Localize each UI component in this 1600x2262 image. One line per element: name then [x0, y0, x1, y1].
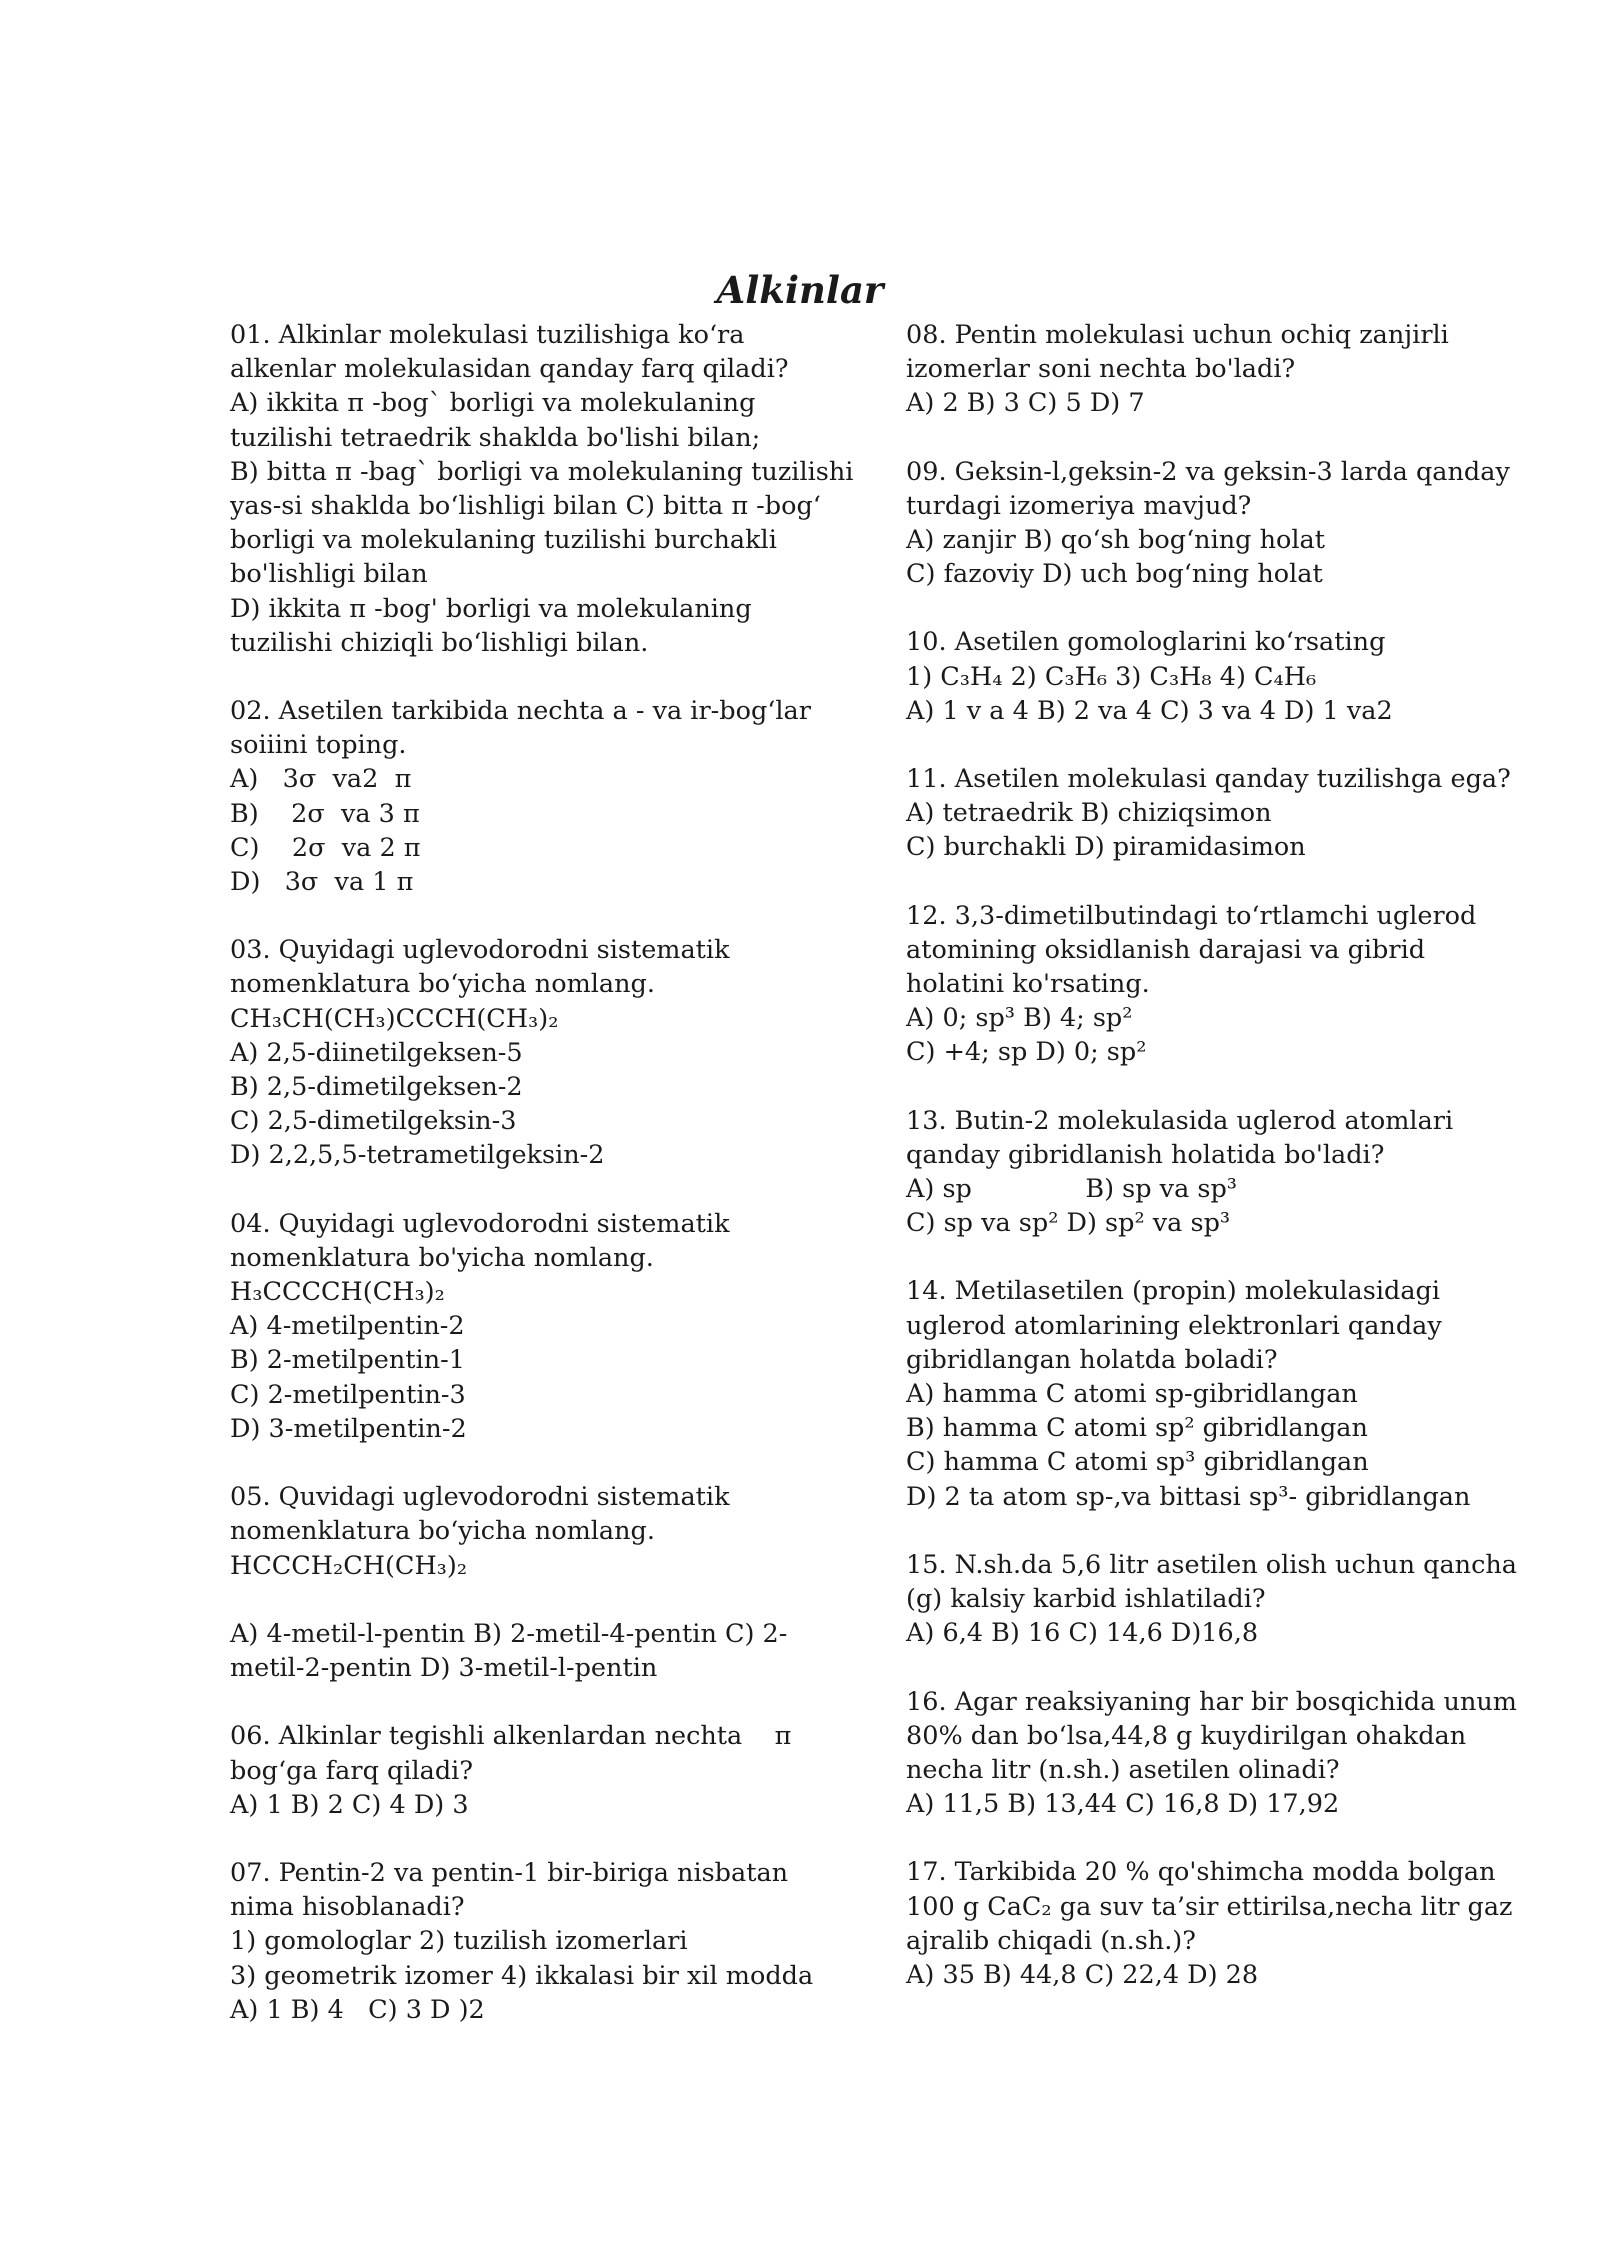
question-block — [230, 694, 930, 899]
question-line: H₃CCCCH(CH₃)₂ — [230, 1277, 445, 1308]
question-line: soiiini toping. — [230, 730, 407, 761]
question-line: gibridlangan holatda boladi? — [906, 1344, 1278, 1375]
question-block — [906, 625, 1496, 728]
question-line: C) 2,5-dimetilgeksin-3 — [230, 1106, 517, 1137]
question-text: 07. Pentin-2 va pentin-1 bir-biriga nisbatan — [230, 1857, 789, 1888]
question-line: A) ikkita π -bog` borligi va molekulaning — [230, 388, 756, 419]
question-text: 03. Quyidagi uglevodorodni sistematik — [230, 935, 730, 966]
question-line: D) 3σ va 1 π — [230, 867, 414, 898]
question-line: ajralib chiqadi (n.sh.)? — [906, 1925, 1196, 1956]
question-text: 17. Tarkibida 20 % qo'shimcha modda bolgan — [906, 1857, 1496, 1888]
question-block — [906, 1855, 1513, 1992]
question-text: 13. Butin-2 molekulasida uglerod atomlari — [906, 1105, 1454, 1136]
question-block — [230, 1856, 930, 2027]
question-line: A) sp B) sp va sp³ — [906, 1174, 1238, 1205]
question-line: A) hamma C atomi sp-gibridlangan — [906, 1379, 1358, 1410]
question-line: A) 1 B) 2 C) 4 D) 3 — [230, 1789, 469, 1820]
question-line: B) bitta π -bag` borligi va molekulaning tuzilishi — [230, 456, 854, 487]
question-line: alkenlar molekulasidan qanday farq qiladi? — [230, 354, 789, 385]
question-line: D) ikkita π -bog' borligi va molekulaning — [230, 593, 752, 624]
question-line: 80% dan bo‘lsa,44,8 g kuydirilgan ohakdan — [906, 1720, 1467, 1751]
question-line: A) 4-metilpentin-2 — [230, 1311, 465, 1342]
question-block — [906, 318, 1496, 421]
question-block — [230, 933, 930, 1172]
question-line: holatini ko'rsating. — [906, 969, 1150, 1000]
question-block — [230, 1207, 930, 1446]
question-line: A) 6,4 B) 16 C) 14,6 D)16,8 — [906, 1618, 1259, 1649]
question-block — [906, 1274, 1496, 1513]
question-text: 06. Alkinlar tegishli alkenlardan nechta π — [230, 1721, 792, 1752]
question-line: A) zanjir B) qo‘sh bog‘ning holat — [906, 525, 1325, 556]
question-line: A) 1 v a 4 B) 2 va 4 C) 3 va 4 D) 1 va2 — [906, 695, 1393, 726]
question-block — [906, 762, 1511, 865]
question-line: A) 11,5 B) 13,44 C) 16,8 D) 17,92 — [906, 1789, 1340, 1820]
question-line: metil-2-pentin D) 3-metil-l-pentin — [230, 1653, 658, 1684]
question-block — [906, 899, 1496, 1070]
question-line: nima hisoblanadi? — [230, 1892, 465, 1923]
question-line: B) 2σ va 3 π — [230, 798, 420, 829]
right-column — [906, 318, 1517, 2026]
question-line: B) 2,5-dimetilgeksen-2 — [230, 1072, 523, 1103]
question-line: C) fazoviy D) uch bog‘ning holat — [906, 559, 1323, 590]
question-block — [906, 1104, 1496, 1241]
page-title: Alkinlar — [716, 268, 884, 312]
question-line: turdagi izomeriya mavjud? — [906, 490, 1252, 521]
question-block — [906, 1548, 1517, 1651]
question-text: 04. Quyidagi uglevodorodni sistematik — [230, 1208, 730, 1239]
question-block — [230, 1480, 930, 1685]
question-line: nomenklatura bo‘yicha nomlang. — [230, 969, 655, 1000]
question-line: C) burchakli D) piramidasimon — [906, 832, 1306, 863]
question-line: bo'lishligi bilan — [230, 559, 428, 590]
question-text: 14. Metilasetilen (propin) molekulasidagi — [906, 1276, 1441, 1307]
question-block — [230, 318, 930, 660]
question-line: uglerod atomlarining elektronlari qanday — [906, 1310, 1442, 1341]
question-block — [906, 455, 1510, 592]
left-column — [230, 318, 930, 2061]
question-line: atomining oksidlanish darajasi va gibrid — [906, 934, 1426, 965]
question-line: A) 0; sp³ B) 4; sp² — [906, 1003, 1133, 1034]
question-text: 09. Geksin-l,geksin-2 va geksin-3 larda qanday — [906, 456, 1510, 487]
question-line: tuzilishi tetraedrik shaklda bo'lishi bilan; — [230, 422, 761, 453]
question-line: A) 2,5-diinetilgeksen-5 — [230, 1037, 523, 1068]
question-line: A) 1 B) 4 C) 3 D )2 — [230, 1994, 485, 2025]
question-text: 02. Asetilen tarkibida nechta a - va ir-bog‘lar — [230, 696, 811, 727]
question-line: A) 2 B) 3 C) 5 D) 7 — [906, 388, 1145, 419]
question-line: nomenklatura bo'yicha nomlang. — [230, 1242, 654, 1273]
question-line: C) hamma C atomi sp³ gibridlangan — [906, 1447, 1369, 1478]
question-text: 15. N.sh.da 5,6 litr asetilen olish uchun qancha — [906, 1549, 1517, 1580]
question-line: B) hamma C atomi sp² gibridlangan — [906, 1413, 1368, 1444]
question-text: 05. Quvidagi uglevodorodni sistematik — [230, 1482, 730, 1513]
question-text: 11. Asetilen molekulasi qanday tuzilishga ega? — [906, 764, 1511, 795]
question-line: necha litr (n.sh.) asetilen olinadi? — [906, 1754, 1340, 1785]
question-line: B) 2-metilpentin-1 — [230, 1345, 465, 1376]
question-line: A) tetraedrik B) chiziqsimon — [906, 798, 1272, 829]
question-line: D) 3-metilpentin-2 — [230, 1413, 467, 1444]
question-line: yas-si shaklda bo‘lishligi bilan C) bitta π -bog‘ — [230, 491, 821, 522]
question-line: D) 2 ta atom sp-,va bittasi sp³- gibridlangan — [906, 1481, 1471, 1512]
question-line: C) 2σ va 2 π — [230, 832, 421, 863]
question-line: tuzilishi chiziqli bo‘lishligi bilan. — [230, 627, 649, 658]
question-text: 01. Alkinlar molekulasi tuzilishiga ko‘ra — [230, 320, 745, 350]
question-line: bog‘ga farq qiladi? — [230, 1755, 473, 1786]
question-block — [230, 1719, 930, 1822]
question-line: A) 4-metil-l-pentin B) 2-metil-4-pentin C) 2- — [230, 1618, 788, 1649]
question-line: 1) gomologlar 2) tuzilish izomerlari — [230, 1926, 688, 1957]
question-line: A) 35 B) 44,8 C) 22,4 D) 28 — [906, 1959, 1259, 1990]
question-line: izomerlar soni nechta bo'ladi? — [906, 354, 1296, 385]
question-line: 1) C₃H₄ 2) C₃H₆ 3) C₃H₈ 4) C₄H₆ — [906, 661, 1317, 692]
question-line: C) sp va sp² D) sp² va sp³ — [906, 1208, 1231, 1239]
question-line: D) 2,2,5,5-tetrametilgeksin-2 — [230, 1140, 605, 1171]
question-line — [230, 1583, 930, 1617]
question-line: borligi va molekulaning tuzilishi burchakli — [230, 525, 777, 556]
question-line: (g) kalsiy karbid ishlatiladi? — [906, 1584, 1266, 1615]
question-text: 10. Asetilen gomologlarini ko‘rsating — [906, 627, 1386, 658]
question-line: C) 2-metilpentin-3 — [230, 1379, 466, 1410]
question-line: 3) geometrik izomer 4) ikkalasi bir xil modda — [230, 1960, 814, 1991]
question-block — [906, 1685, 1517, 1822]
question-line: nomenklatura bo‘yicha nomlang. — [230, 1516, 655, 1547]
question-text: 16. Agar reaksiyaning har bir bosqichida unum — [906, 1686, 1517, 1717]
question-line: HCCCH₂CH(CH₃)₂ — [230, 1550, 468, 1581]
question-line: CH₃CH(CH₃)CCCH(CH₃)₂ — [230, 1003, 559, 1034]
question-line: C) +4; sp D) 0; sp² — [906, 1037, 1147, 1068]
question-line: 100 g CaC₂ ga suv ta’sir ettirilsa,necha litr gaz — [906, 1891, 1513, 1922]
question-line: A) 3σ va2 π — [230, 764, 412, 795]
question-line: qanday gibridlanish holatida bo'ladi? — [906, 1139, 1385, 1170]
question-text: 12. 3,3-dimetilbutindagi to‘rtlamchi uglerod — [906, 900, 1477, 931]
question-text: 08. Pentin molekulasi uchun ochiq zanjirli — [906, 320, 1449, 350]
